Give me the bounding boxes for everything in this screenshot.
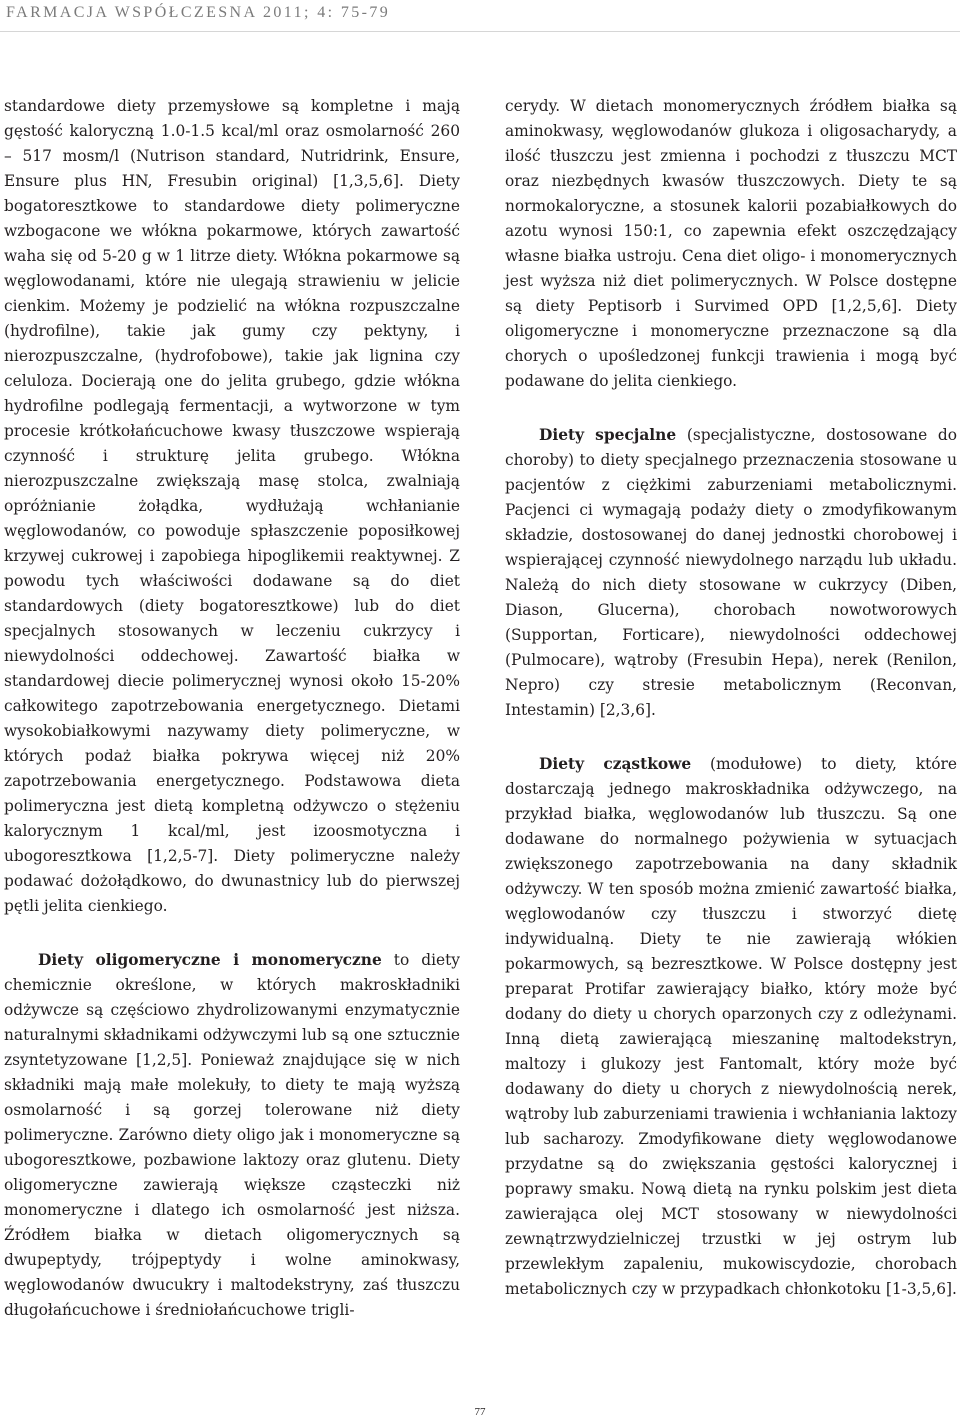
- heading-modular-diets: Diety cząstkowe: [539, 755, 692, 773]
- paragraph-special-text: (specjalistyczne, dostosowane do choroby) to diety specjalnego przeznaczenia stosowane u pacjentów z ciężkimi zaburzeniami metabolicznymi. Pacjenci ci wymagają podaży diety o zmodyfikowanym składzie, dostosowanej do danej jednostki chorobowej i wspierającej czynność niewydolnego narządu lub układu. Należą do nich diety stosowane w cukrzycy (Diben, Diason, Glucerna), chorobach nowotworowych (Supportan, Forticare), niewydolności oddechowej (Pulmocare), wątroby (Fresubin Hepa), nerek (Renilon, Nepro) czy stresie metabolicznym (Reconvan, Intestamin) [2,3,6].: [505, 426, 957, 719]
- running-header: [6, 4, 390, 22]
- paragraph-polymeric-diets: standardowe diety przemysłowe są kompletne i mają gęstość kaloryczną 1.0-1.5 kcal/ml oraz osmolarność 260 – 517 mosm/l (Nutrison standard, Nutridrink, Ensure, Ensure plus HN, Fresubin original) [1,3,5,6]. Diety bogatoresztkowe to standardowe diety polimeryczne wzbogacone we włókna pokarmowe, których zawartość waha się od 5-20 g w 1 litrze diety. Włókna pokarmowe są węglowodanami, które nie ulegają strawieniu w jelicie cienkim. Możemy je podzielić na włókna rozpuszczalne (hydrofilne), takie jak gumy czy pektyny, i nierozpuszczalne, (hydrofobowe), takie jak lignina czy celuloza. Docierają one do jelita grubego, gdzie włókna hydrofilne podlegają fermentacji, a wytworzone w tym procesie krótkołańcuchowe kwasy tłuszczowe wspierają czynność i strukturę jelita grubego. Włókna nierozpuszczalne zwiększają masę stolca, zwalniają opróżnianie żołądka, wydłużają wchłanianie węglowodanów, co powoduje spłaszczenie poposiłkowej krzywej cukrowej i zapobiega hipoglikemii reaktywnej. Z powodu tych właściwości dodawane są do diet standardowych (diety bogatoresztkowe) lub do diet specjalnych stosowanych w leczeniu cukrzycy i niewydolności oddechowej. Zawartość białka w standardowej diecie polimerycznej wynosi około 15-20% całkowitego zapotrzebowania energetycznego. Dietami wysokobiałkowymi nazywamy diety polimeryczne, w których podaż białka pokrywa więcej niż 20% zapotrzebowania energetycznego. Podstawowa dieta polimeryczna jest dietą kompletną odżywczo o stężeniu kalorycznym 1 kcal/ml, jest izoosmotyczna i ubogoresztkowa [1,2,5-7]. Diety polimeryczne należy podawać dożołądkowo, do dwunastnicy lub do pierwszej pętli jelita cienkiego.: [4, 97, 460, 915]
- heading-oligomeric-diets: Diety oligomeryczne i monomeryczne: [38, 951, 382, 969]
- right-column: [505, 94, 957, 1302]
- journal-citation: 2011; 4: 75-79: [262, 4, 391, 21]
- paragraph-modular-diets: [505, 752, 957, 1302]
- paragraph-special-diets: [505, 423, 957, 723]
- header-divider: [0, 31, 960, 32]
- paragraph-modular-text: (modułowe) to diety, które dostarczają jednego makroskładnika odżywczego, na przykład białka, węglowodanów lub tłuszczu. Są one dodawane do normalnego pożywienia w sytuacjach zwiększonego zapotrzebowania na dany składnik odżywczy. W ten sposób można zmienić zawartość białka, węglowodanów czy tłuszczu i stworzyć dietę indywidualną. Diety te nie zawierają włókien pokarmowych, są bezresztkowe. W Polsce dostępny jest preparat Protifar zawierający białko, który może być dodany do diety u chorych oparzonych czy z odleżynami. Inną dietą zawierającą mieszaninę maltodekstryn, maltozy i glukozy jest Fantomalt, który może być dodawany do diety u chorych z niewydolnością nerek, wątroby lub zaburzeniami trawienia i wchłaniania laktozy lub sacharozy. Zmodyfikowane diety węglowodanowe przydatne są do zwiększania gęstości kalorycznej i poprawy smaku. Nową dietą na rynku polskim jest dieta zawierająca olej MCT stosowany w niewydolności zewnątrzwydzielniczej trzustki w jej ostrym lub przewlekłym zapaleniu, mukowiscydozie, chorobach metabolicznych czy w przypadkach chłonkotoku [1-3,5,6].: [505, 755, 957, 1298]
- heading-special-diets: Diety specjalne: [539, 426, 677, 444]
- paragraph-oligomeric-text: to diety chemicznie określone, w których makroskładniki odżywcze są częściowo zhydrolizowanymi enzymatycznie naturalnymi składnikami odżywczymi lub są one sztucznie zsyntetyzowane [1,2,5]. Ponieważ znajdujące się w nich składniki mają małe molekuły, to diety te mają wyższą osmolarność i są gorzej tolerowane niż diety polimeryczne. Zarówno diety oligo jak i monomeryczne są ubogoresztkowe, pozbawione laktozy oraz glutenu. Diety oligomeryczne zawierają większe cząsteczki niż monomeryczne i dlatego ich osmolarność jest niższa. Źródłem białka w dietach oligomerycznych są dwupeptydy, trójpeptydy i wolne aminokwasy, węglowodanów dwucukry i maltodekstryny, zaś tłuszczu długołańcuchowe i średniołańcuchowe trigli-: [4, 951, 460, 1319]
- left-column: [4, 94, 460, 1323]
- paragraph-oligomeric-diets: [4, 948, 460, 1323]
- paragraph-monomeric-diets: cerydy. W dietach monomerycznych źródłem białka są aminokwasy, węglowodanów glukoza i oligosacharydy, a ilość tłuszczu jest zmienna i pochodzi z tłuszczu MCT oraz niezbędnych kwasów tłuszczowych. Diety te są normokaloryczne, a stosunek kalorii pozabiałkowych do azotu wynosi 150:1, co zapewnia efekt oszczędzający własne białka ustroju. Cena diet oligo- i monomerycznych jest wyższa niż diet polimerycznych. W Polsce dostępne są diety Peptisorb i Survimed OPD [1,2,5,6]. Diety oligomeryczne i monomeryczne przeznaczone są dla chorych o upośledzonej funkcji trawienia i mogą być podawane do jelita cienkiego.: [505, 97, 957, 390]
- journal-name: FARMACJA WSPÓŁCZESNA: [6, 4, 257, 21]
- page-number: 77: [474, 1406, 486, 1418]
